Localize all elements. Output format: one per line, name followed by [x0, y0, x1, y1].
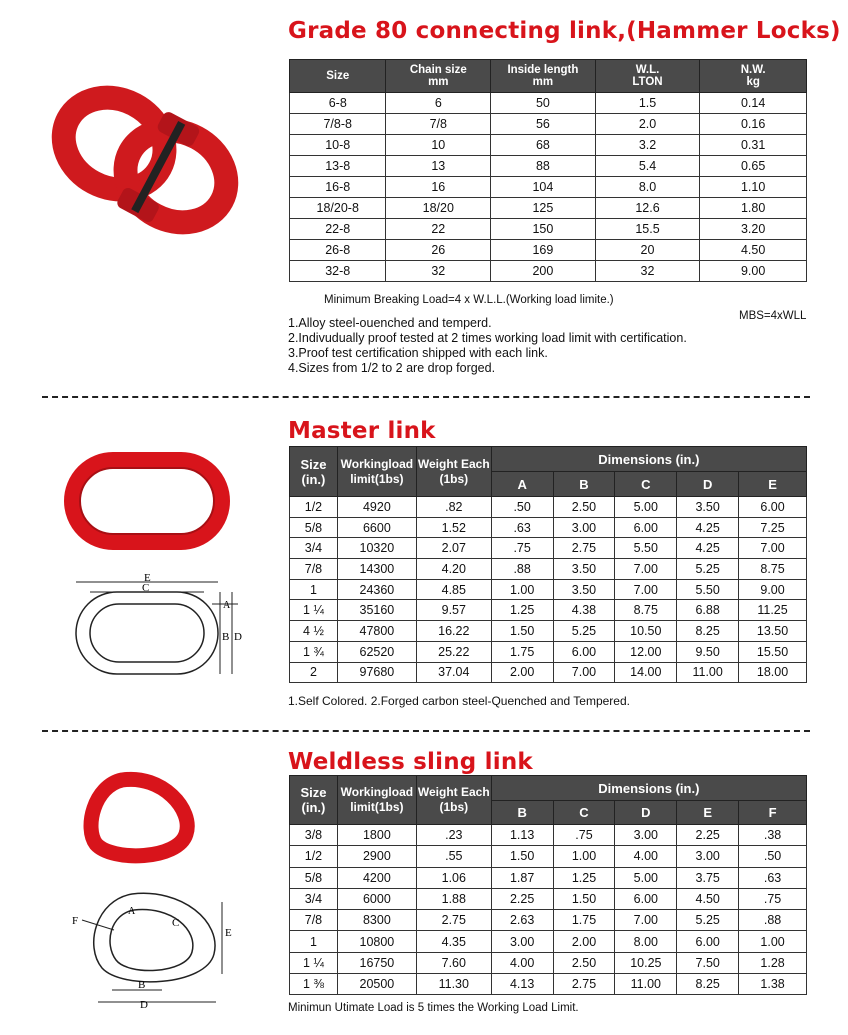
table-cell: 6600	[337, 517, 416, 538]
table-cell: 5.50	[615, 538, 677, 559]
table-cell: 11.30	[416, 974, 491, 995]
table-cell: 5.00	[615, 497, 677, 518]
dim-label-f: F	[72, 915, 79, 927]
table-cell: 10320	[337, 538, 416, 559]
sling-link-diagram-icon	[62, 882, 252, 1010]
table-row	[290, 114, 807, 135]
sling-link-table	[289, 775, 807, 995]
table-cell: 6.00	[739, 497, 807, 518]
table-cell: 7.00	[615, 559, 677, 580]
table-cell: .88	[491, 559, 553, 580]
table-cell: 15.50	[739, 641, 807, 662]
col-size: Size	[290, 60, 386, 93]
table-cell: 6.00	[615, 888, 677, 909]
note-line: 3.Proof test certification shipped with each link.	[288, 346, 548, 360]
table-cell: 3.50	[677, 497, 739, 518]
section3-note: Minimun Utimate Load is 5 times the Working Load Limit.	[288, 1002, 579, 1014]
table-row	[290, 888, 807, 909]
table-cell: 13.50	[739, 621, 807, 642]
table-cell: 4.25	[677, 517, 739, 538]
table-cell: 2.63	[491, 910, 553, 931]
section3-title: Weldless sling link	[288, 749, 533, 775]
table-cell: 3.00	[615, 825, 677, 846]
table-cell: 1.25	[491, 600, 553, 621]
col-dim-d: D	[677, 472, 739, 497]
table-cell: 4 ½	[290, 621, 338, 642]
table-cell: 24360	[337, 579, 416, 600]
table-cell: 1.50	[491, 621, 553, 642]
table-cell: 5.4	[595, 156, 700, 177]
table-cell: 5.25	[677, 910, 739, 931]
table-cell: 2.00	[553, 931, 615, 952]
dim-label-a: A	[128, 906, 136, 917]
table-row	[290, 846, 807, 867]
table-cell: 1 ¾	[290, 641, 338, 662]
table-cell: 10.50	[615, 621, 677, 642]
col-wll: Workingload limit(1bs)	[337, 776, 416, 825]
table-cell: 169	[491, 240, 596, 261]
table-cell: 9.50	[677, 641, 739, 662]
table-cell: 16.22	[416, 621, 491, 642]
table-cell: 7/8	[290, 559, 338, 580]
table-cell: 1 ¼	[290, 952, 338, 973]
dim-label-d: D	[140, 999, 148, 1010]
table-cell: 4.35	[416, 931, 491, 952]
table-cell: .75	[553, 825, 615, 846]
table-cell: 16750	[337, 952, 416, 973]
table-cell: 12.6	[595, 198, 700, 219]
dim-label-c: C	[172, 917, 180, 929]
table-cell: 11.25	[739, 600, 807, 621]
col-dimensions: Dimensions (in.)	[491, 447, 806, 472]
table-row	[290, 662, 807, 683]
table-cell: 0.14	[700, 93, 807, 114]
note-line: 1.Alloy steel-ouenched and temperd.	[288, 316, 492, 330]
table-cell: 2900	[337, 846, 416, 867]
table-cell: 32	[595, 261, 700, 282]
note-line: 4.Sizes from 1/2 to 2 are drop forged.	[288, 361, 496, 375]
table-cell: 1.5	[595, 93, 700, 114]
col-dim-b: B	[553, 472, 615, 497]
col-dim-f: F	[739, 801, 807, 825]
col-inside-length: Inside length mm	[491, 60, 596, 93]
table-cell: 1.10	[700, 177, 807, 198]
col-size: Size (in.)	[290, 447, 338, 497]
table-cell: 104	[491, 177, 596, 198]
table-cell: 18/20-8	[290, 198, 386, 219]
table-cell: 4.00	[615, 846, 677, 867]
table-cell: 4.50	[677, 888, 739, 909]
table-cell: 10800	[337, 931, 416, 952]
table-cell: 2	[290, 662, 338, 683]
section2-title: Master link	[288, 418, 436, 444]
table-cell: 5/8	[290, 867, 338, 888]
hammer-lock-icon	[40, 80, 250, 240]
table-cell: 8.0	[595, 177, 700, 198]
table-cell: 20	[595, 240, 700, 261]
table-cell: 9.00	[739, 579, 807, 600]
table-cell: 3.00	[677, 846, 739, 867]
col-dim-c: C	[553, 801, 615, 825]
table-cell: 10.25	[615, 952, 677, 973]
table-cell: 12.00	[615, 641, 677, 662]
table-cell: 11.00	[677, 662, 739, 683]
table-cell: 9.00	[700, 261, 807, 282]
table-cell: .88	[739, 910, 807, 931]
table-cell: 1.38	[739, 974, 807, 995]
section1-title: Grade 80 connecting link,(Hammer Locks)	[288, 18, 841, 44]
table-row	[290, 559, 807, 580]
col-nw: N.W. kg	[700, 60, 807, 93]
table-cell: 6.00	[615, 517, 677, 538]
table-cell: 3.50	[553, 559, 615, 580]
table-cell: 1 ¼	[290, 600, 338, 621]
mbl-note: Minimum Breaking Load=4 x W.L.L.(Working load limite.)	[324, 294, 614, 306]
table-cell: 7/8	[386, 114, 491, 135]
col-weight: Weight Each (1bs)	[416, 776, 491, 825]
table-cell: 0.16	[700, 114, 807, 135]
col-dim-e: E	[677, 801, 739, 825]
table-cell: 1.80	[700, 198, 807, 219]
table-cell: 2.07	[416, 538, 491, 559]
table-row	[290, 177, 807, 198]
table-cell: 32	[386, 261, 491, 282]
table-cell: 7/8	[290, 910, 338, 931]
table-cell: 1.87	[491, 867, 553, 888]
table-cell: 2.25	[491, 888, 553, 909]
col-dim-c: C	[615, 472, 677, 497]
table-cell: 88	[491, 156, 596, 177]
table-cell: 0.65	[700, 156, 807, 177]
table-row	[290, 198, 807, 219]
table-cell: 3/4	[290, 538, 338, 559]
table-cell: 5.50	[677, 579, 739, 600]
table-cell: 6-8	[290, 93, 386, 114]
table-row	[290, 497, 807, 518]
table-cell: .63	[739, 867, 807, 888]
table-cell: .50	[739, 846, 807, 867]
table-cell: 4.85	[416, 579, 491, 600]
table-cell: 26	[386, 240, 491, 261]
table-cell: 5.25	[553, 621, 615, 642]
table-cell: 1.06	[416, 867, 491, 888]
dim-label-c: C	[142, 582, 150, 594]
table-cell: 0.31	[700, 135, 807, 156]
table-cell: 7/8-8	[290, 114, 386, 135]
table-row	[290, 538, 807, 559]
col-weight: Weight Each (1bs)	[416, 447, 491, 497]
table-row	[290, 931, 807, 952]
col-dim-e: E	[739, 472, 807, 497]
table-cell: .63	[491, 517, 553, 538]
col-dim-a: A	[491, 472, 553, 497]
table-cell: 11.00	[615, 974, 677, 995]
table-cell: 1.75	[491, 641, 553, 662]
table-row	[290, 219, 807, 240]
table-cell: 3.50	[553, 579, 615, 600]
table-row	[290, 579, 807, 600]
table-cell: 1 ⅜	[290, 974, 338, 995]
table-cell: 1800	[337, 825, 416, 846]
table-cell: 7.50	[677, 952, 739, 973]
table-cell: 22	[386, 219, 491, 240]
table-cell: 1/2	[290, 497, 338, 518]
table-cell: 18.00	[739, 662, 807, 683]
master-link-table	[289, 446, 807, 683]
table-cell: 10	[386, 135, 491, 156]
table-cell: 16-8	[290, 177, 386, 198]
table-cell: 97680	[337, 662, 416, 683]
table-row	[290, 261, 807, 282]
table-cell: .75	[739, 888, 807, 909]
hammer-lock-table	[289, 59, 807, 282]
table-row	[290, 867, 807, 888]
col-chain-size: Chain size mm	[386, 60, 491, 93]
table-cell: 22-8	[290, 219, 386, 240]
table-cell: 6.88	[677, 600, 739, 621]
table-cell: 15.5	[595, 219, 700, 240]
table-cell: 8300	[337, 910, 416, 931]
table-cell: 4.38	[553, 600, 615, 621]
table-cell: 50	[491, 93, 596, 114]
table-cell: 5.25	[677, 559, 739, 580]
table-cell: 25.22	[416, 641, 491, 662]
master-link-icon	[62, 452, 234, 552]
table-row	[290, 156, 807, 177]
col-size: Size (in.)	[290, 776, 338, 825]
table-cell: 3/8	[290, 825, 338, 846]
table-cell: 4.00	[491, 952, 553, 973]
table-cell: .23	[416, 825, 491, 846]
table-cell: 150	[491, 219, 596, 240]
table-cell: 1.28	[739, 952, 807, 973]
table-cell: 16	[386, 177, 491, 198]
table-cell: 7.25	[739, 517, 807, 538]
table-cell: 56	[491, 114, 596, 135]
dim-label-b: B	[222, 631, 230, 643]
table-cell: .50	[491, 497, 553, 518]
table-row	[290, 93, 807, 114]
table-cell: 7.00	[553, 662, 615, 683]
table-cell: 3.20	[700, 219, 807, 240]
table-row	[290, 952, 807, 973]
table-cell: 8.75	[615, 600, 677, 621]
table-cell: 2.50	[553, 497, 615, 518]
table-cell: 13-8	[290, 156, 386, 177]
table-cell: 2.75	[553, 974, 615, 995]
divider	[42, 730, 810, 732]
table-cell: 3/4	[290, 888, 338, 909]
table-row	[290, 600, 807, 621]
table-cell: 4.13	[491, 974, 553, 995]
divider	[42, 396, 810, 398]
dim-label-e: E	[144, 572, 151, 584]
col-dim-b: B	[491, 801, 553, 825]
table-cell: 7.00	[615, 579, 677, 600]
table-cell: 6000	[337, 888, 416, 909]
table-cell: 4.25	[677, 538, 739, 559]
table-row	[290, 517, 807, 538]
col-dim-d: D	[615, 801, 677, 825]
table-cell: 1.00	[553, 846, 615, 867]
table-cell: 4.20	[416, 559, 491, 580]
table-cell: 1	[290, 579, 338, 600]
table-cell: 7.60	[416, 952, 491, 973]
table-cell: 6.00	[677, 931, 739, 952]
table-cell: 125	[491, 198, 596, 219]
table-cell: 1.00	[739, 931, 807, 952]
table-cell: 2.00	[491, 662, 553, 683]
note-line: 2.Indivudually proof tested at 2 times working load limit with certification.	[288, 331, 687, 345]
table-cell: .55	[416, 846, 491, 867]
table-cell: 3.00	[491, 931, 553, 952]
table-cell: 5.00	[615, 867, 677, 888]
section2-note: 1.Self Colored. 2.Forged carbon steel-Quenched and Tempered.	[288, 694, 630, 708]
table-cell: 2.25	[677, 825, 739, 846]
table-cell: 13	[386, 156, 491, 177]
col-wll: Workingload limit(1bs)	[337, 447, 416, 497]
table-row	[290, 240, 807, 261]
table-cell: 2.75	[416, 910, 491, 931]
table-cell: 6	[386, 93, 491, 114]
table-cell: 1.88	[416, 888, 491, 909]
table-cell: 6.00	[553, 641, 615, 662]
table-cell: 1.50	[491, 846, 553, 867]
table-cell: 8.75	[739, 559, 807, 580]
table-cell: 8.25	[677, 974, 739, 995]
dim-label-a: A	[223, 600, 231, 611]
table-cell: 37.04	[416, 662, 491, 683]
section1-notes	[288, 316, 687, 376]
mbs-note: MBS=4xWLL	[739, 310, 807, 322]
table-cell: 1	[290, 931, 338, 952]
table-cell: 2.75	[553, 538, 615, 559]
table-cell: 10-8	[290, 135, 386, 156]
table-cell: 1/2	[290, 846, 338, 867]
table-cell: 1.00	[491, 579, 553, 600]
table-cell: .38	[739, 825, 807, 846]
table-row	[290, 910, 807, 931]
table-cell: 3.2	[595, 135, 700, 156]
col-dimensions: Dimensions (in.)	[491, 776, 806, 801]
table-row	[290, 641, 807, 662]
master-link-diagram-icon	[62, 568, 252, 690]
table-cell: 8.25	[677, 621, 739, 642]
table-cell: 7.00	[739, 538, 807, 559]
table-cell: 32-8	[290, 261, 386, 282]
table-cell: 2.0	[595, 114, 700, 135]
table-cell: 62520	[337, 641, 416, 662]
table-row	[290, 621, 807, 642]
table-cell: 3.75	[677, 867, 739, 888]
table-cell: 5/8	[290, 517, 338, 538]
col-wl: W.L. LTON	[595, 60, 700, 93]
table-row	[290, 135, 807, 156]
table-cell: 9.57	[416, 600, 491, 621]
table-cell: 35160	[337, 600, 416, 621]
table-cell: 68	[491, 135, 596, 156]
table-cell: 1.50	[553, 888, 615, 909]
table-cell: .82	[416, 497, 491, 518]
table-cell: 8.00	[615, 931, 677, 952]
table-cell: 1.25	[553, 867, 615, 888]
table-cell: 3.00	[553, 517, 615, 538]
table-cell: 7.00	[615, 910, 677, 931]
table-cell: .75	[491, 538, 553, 559]
table-cell: 1.13	[491, 825, 553, 846]
table-cell: 4200	[337, 867, 416, 888]
table-cell: 14300	[337, 559, 416, 580]
table-cell: 14.00	[615, 662, 677, 683]
sling-link-icon	[82, 770, 202, 870]
table-row	[290, 825, 807, 846]
table-cell: 1.75	[553, 910, 615, 931]
table-cell: 4.50	[700, 240, 807, 261]
dim-label-e: E	[225, 927, 232, 939]
dim-label-b: B	[138, 979, 146, 991]
table-cell: 2.50	[553, 952, 615, 973]
table-cell: 26-8	[290, 240, 386, 261]
table-row	[290, 974, 807, 995]
table-cell: 18/20	[386, 198, 491, 219]
table-cell: 47800	[337, 621, 416, 642]
table-cell: 4920	[337, 497, 416, 518]
table-cell: 200	[491, 261, 596, 282]
table-cell: 20500	[337, 974, 416, 995]
dim-label-d: D	[234, 631, 242, 643]
table-cell: 1.52	[416, 517, 491, 538]
